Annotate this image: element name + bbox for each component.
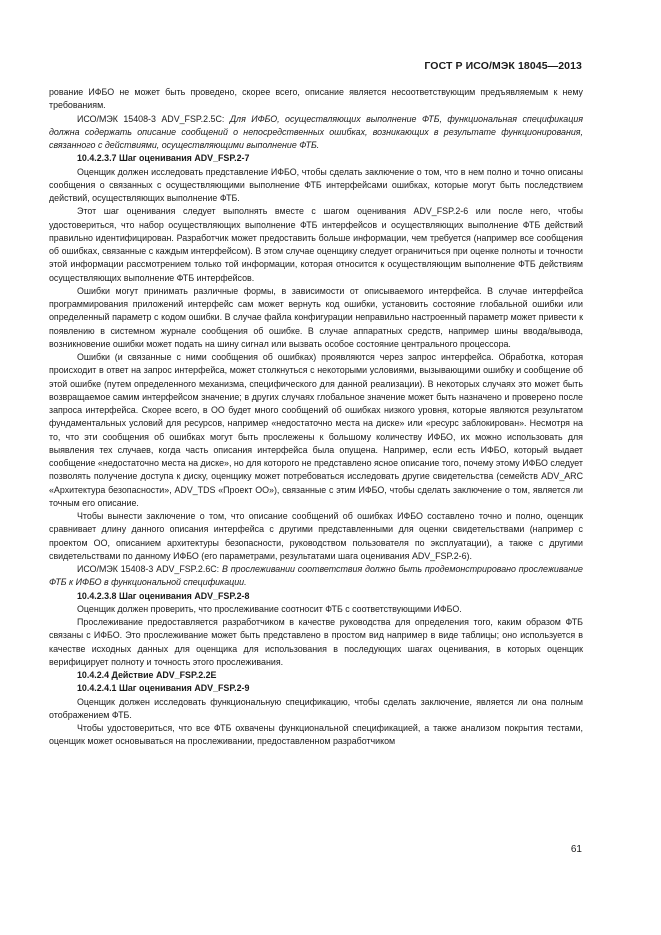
paragraph: Оценщик должен исследовать представление ИФБО, чтобы сделать заключение о том, что в нем полно и точно описаны сообщения о связанных с осуществляющими выполнение ФТБ интерфейсами ошибках, которые могут быть последствием действий, осуществляющих выполнение ФТБ. — [49, 166, 583, 203]
paragraph: Ошибки могут принимать различные формы, в зависимости от описываемого интерфейса. В случае интерфейса программирования приложений интерфейс сам может вернуть код ошибки, установить состояние глобальной ошибки или определенный параметр с кодом ошибки. В случае файла конфигурации неправильно настроенный параметр может привести к появлению в системном журнале сообщения об ошибке. В случае аппаратных средств, например шины ввода/вывода, возникновение ошибки может подать на шину сигнал или вызвать особое состояние центрального процессора. — [49, 285, 583, 349]
paragraph: Оценщик должен проверить, что прослеживание соотносит ФТБ с соответствующими ИФБО. — [77, 603, 462, 614]
paragraph: Этот шаг оценивания следует выполнять вместе с шагом оценивания ADV_FSP.2-6 или после него, чтобы удостовериться, что набор осуществляющих выполнение ФТБ интерфейсов и осуществляющих выполнение ФТБ действий правильно идентифицирован. Разработчик может предоставить больше информации, чем требуется (например все сообщения об ошибках, связанные с каждым интерфейсом). В этом случае оценщику следует ограничиться при оценке полноты и точности этой информации рассмотрением только той информации, которая относится к осуществляющим выполнение ФТБ действиям осуществляющих выполнение ФТБ интерфейсов. — [49, 206, 583, 283]
paragraph: Чтобы вынести заключение о том, что описание сообщений об ошибках ИФБО составлено точно и полно, оценщик сравнивает длину данного описания интерфейса с другими представленными для оценки свидетельствами (например с проектом ОО, описанием архитектуры безопасности, руководством пользователя по эксплуатации), а также с другими свидетельствами по данному ИФБО (его параметрами, результатами шага оценивания ADV_FSP.2-6). — [49, 511, 583, 561]
page-body — [49, 86, 583, 749]
requirement-ref: ИСО/МЭК 15408-3 ADV_FSP.2.6C: — [77, 564, 222, 574]
section-heading: 10.4.2.4.1 Шаг оценивания ADV_FSP.2-9 — [77, 683, 250, 694]
requirement-ref: ИСО/МЭК 15408-3 ADV_FSP.2.5C: — [77, 113, 230, 124]
section-heading: 10.4.2.4 Действие ADV_FSP.2.2E — [77, 670, 217, 680]
requirement-paragraph — [49, 113, 583, 153]
requirement-paragraph — [49, 563, 583, 590]
paragraph: Ошибки (и связанные с ними сообщения об ошибках) проявляются через запрос интерфейса. Обработка, которая происходит в ответ на запрос интерфейса, может столкнуться с некоторыми условиями, вызывающими ошибку и сообщение об этой ошибке (путем определенного механизма, специфического для данной реализации). В некоторых случаях это может быть возвращаемое самим интерфейсом значение; в других случаях глобальное значение может быть назначено и проверено после запроса интерфейса. Скорее всего, в ОО будет много сообщений об ошибках низкого уровня, которые являются результатом фундаментальных условий для ресурсов, например «недостаточно места на диске» или «ресурс заблокирован». Несмотря на то, что эти сообщения об ошибках могут быть прослежены к большому количеству ИФБО, их можно использовать для выявления тех случаев, когда часть описания интерфейса была опущена. Например, если есть ИФБО, который выдает сообщение «недостаточно места на диске», но для которого не представлено ясное описание того, почему этому ИФБО следует позволять получение доступа к диску, оценщику может потребоваться исследовать другие свидетельства (семейств ADV_ARC «Архитектура безопасности», ADV_TDS «Проект ОО»), связанные с этим ИФБО, чтобы сделать заключение о том, является ли точным его описание. — [49, 352, 583, 508]
section-heading: 10.4.2.3.7 Шаг оценивания ADV_FSP.2-7 — [77, 153, 250, 164]
requirement-text: Для ИФБО, осуществляющих выполнение ФТБ, функциональная спецификация должна содержать описание сообщений о непосредственных ошибках, возникающих в результате функционирования, связанного с действиями, осуществляющими выполнение ФТБ. — [49, 113, 583, 150]
page-number: 61 — [570, 844, 582, 855]
section-heading: 10.4.2.3.8 Шаг оценивания ADV_FSP.2-8 — [77, 590, 250, 601]
paragraph: Прослеживание предоставляется разработчиком в качестве руководства для определения того, каким образом ФТБ связаны с ИФБО. Это прослеживание может быть представлено в простом вид например в виде таблицы; оно используется в качестве исходных данных для оценщика для использования в последующих шагах оценивания, в которых оценщик верифицирует полноту и точность этого прослеживания. — [49, 617, 583, 667]
paragraph-continuation: рование ИФБО не может быть проведено, скорее всего, описание является несоответствующим предъявляемым к нему требованиям. — [49, 87, 583, 111]
paragraph: Чтобы удостовериться, что все ФТБ охвачены функциональной спецификацией, а также анализом покрытия тестами, оценщик может основываться на прослеживании, предоставленном разработчиком — [49, 723, 583, 747]
requirement-text: В прослеживании соответствия должно быть продемонстрировано прослеживание ФТБ к ИФБО в функциональной спецификации. — [49, 564, 583, 588]
page-header: ГОСТ Р ИСО/МЭК 18045—2013 — [424, 60, 582, 72]
paragraph: Оценщик должен исследовать функциональную спецификацию, чтобы сделать заключение, является ли она полным отображением ФТБ. — [49, 696, 583, 720]
